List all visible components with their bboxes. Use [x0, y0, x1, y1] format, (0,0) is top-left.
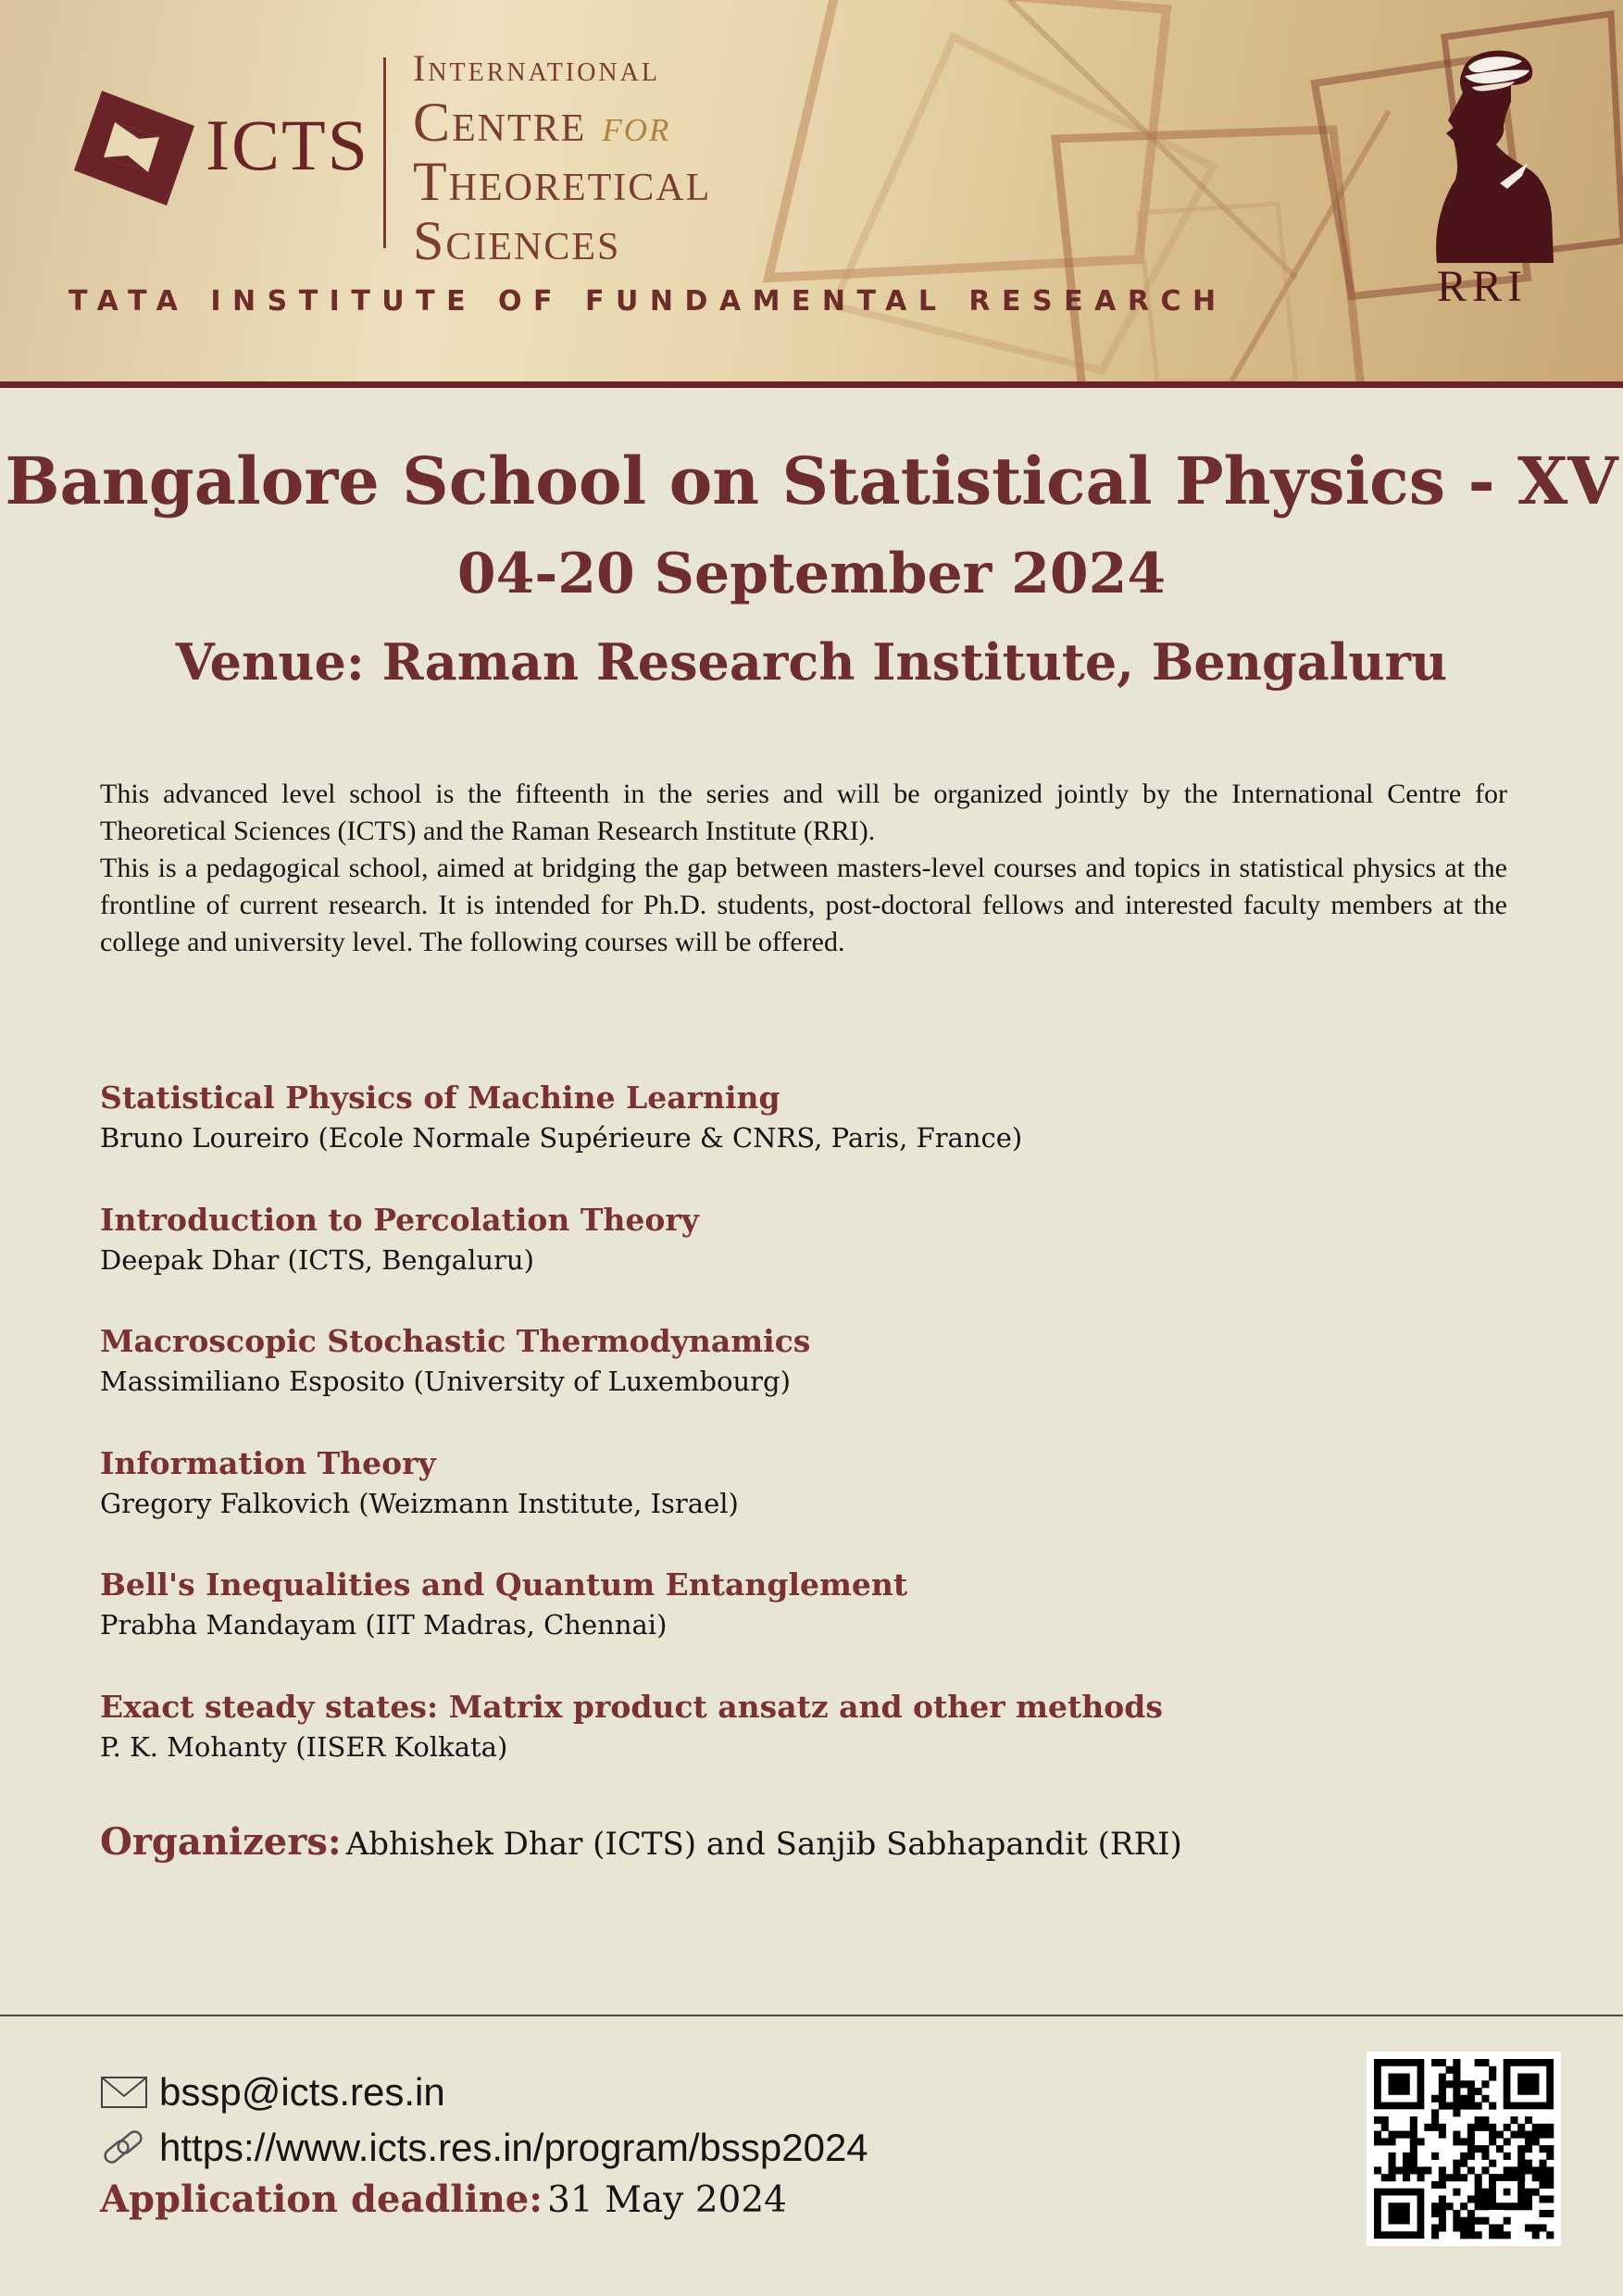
deadline-value: 31 May 2024	[547, 2179, 787, 2221]
course-item	[100, 1319, 1526, 1441]
course-item	[100, 1198, 1526, 1320]
course-list	[100, 1076, 1526, 1806]
course-item	[100, 1563, 1526, 1685]
email-link[interactable]: bssp@icts.res.in	[159, 2070, 445, 2114]
course-speaker: P. K. Mohanty (IISER Kolkata)	[100, 1730, 508, 1763]
logo-divider	[383, 57, 386, 248]
footer-divider	[0, 2015, 1623, 2016]
course-speaker: Deepak Dhar (ICTS, Bengaluru)	[100, 1243, 534, 1276]
course-item	[100, 1685, 1526, 1807]
centre-name-line2	[413, 92, 711, 153]
course-speaker: Massimiliano Esposito (University of Luxembourg)	[100, 1366, 791, 1397]
course-title: Introduction to Percolation Theory	[100, 1201, 699, 1238]
icts-abbrev: ICTS	[206, 105, 370, 185]
event-venue: Venue: Raman Research Institute, Bengaluru	[175, 632, 1448, 692]
organizers	[100, 1820, 1182, 1864]
qr-code-icon	[1367, 2052, 1561, 2246]
course-title: Macroscopic Stochastic Thermodynamics	[100, 1323, 811, 1359]
course-speaker: Bruno Loureiro (Ecole Normale Supérieure & CNRS, Paris, France)	[100, 1122, 1023, 1154]
organizers-label: Organizers:	[100, 1820, 342, 1864]
qr-code[interactable]	[1367, 2052, 1561, 2246]
organizers-names: Abhishek Dhar (ICTS) and Sanjib Sabhapandit (RRI)	[345, 1826, 1182, 1863]
course-title: Bell's Inequalities and Quantum Entanglement	[100, 1566, 908, 1603]
url-row	[100, 2126, 868, 2170]
centre-name-line4: Sciences	[413, 210, 621, 271]
centre-for-word: for	[602, 99, 671, 151]
intro-paragraph-1: This advanced level school is the fifteenth in the series and will be organized jointly by the International Centre for Theoretical Sciences (ICTS) and the Raman Research Institute (RRI).	[100, 779, 1507, 846]
rri-portrait-silhouette-icon	[1426, 44, 1565, 267]
intro-paragraph-2: This is a pedagogical school, aimed at bridging the gap between masters-level courses and topics in statistical physics at the frontline of current research. It is intended for Ph.D. students, post-doctoral fellows and interested faculty members at the college and university level. The following courses will be offered.	[100, 853, 1507, 957]
intro-text	[100, 776, 1507, 961]
course-title: Information Theory	[100, 1444, 436, 1481]
course-title: Statistical Physics of Machine Learning	[100, 1079, 780, 1116]
course-item	[100, 1076, 1526, 1198]
parent-institute: TATA INSTITUTE OF FUNDAMENTAL RESEARCH	[69, 285, 1228, 318]
envelope-icon	[100, 2076, 150, 2109]
geometric-background-pattern	[0, 0, 1623, 381]
icts-logo-icon	[74, 91, 194, 206]
header-banner	[0, 0, 1623, 381]
header-divider	[0, 381, 1623, 388]
centre-name	[413, 47, 712, 271]
application-deadline	[100, 2177, 787, 2221]
course-item	[100, 1441, 1526, 1564]
centre-name-line3: Theoretical	[413, 151, 712, 212]
event-dates: 04-20 September 2024	[456, 542, 1167, 606]
course-speaker: Gregory Falkovich (Weizmann Institute, Israel)	[100, 1487, 739, 1519]
program-url-link[interactable]: https://www.icts.res.in/program/bssp2024	[159, 2126, 868, 2169]
course-speaker: Prabha Mandayam (IIT Madras, Chennai)	[100, 1609, 668, 1641]
centre-name-line1: International	[413, 47, 660, 89]
email-row	[100, 2070, 445, 2115]
event-title: Bangalore School on Statistical Physics - XV	[5, 443, 1618, 519]
rri-logo-text: RRI	[1437, 262, 1529, 311]
deadline-label: Application deadline:	[100, 2177, 543, 2221]
link-icon	[100, 2127, 150, 2169]
centre-word: Centre	[413, 92, 587, 153]
course-title: Exact steady states: Matrix product ansatz and other methods	[100, 1688, 1163, 1725]
